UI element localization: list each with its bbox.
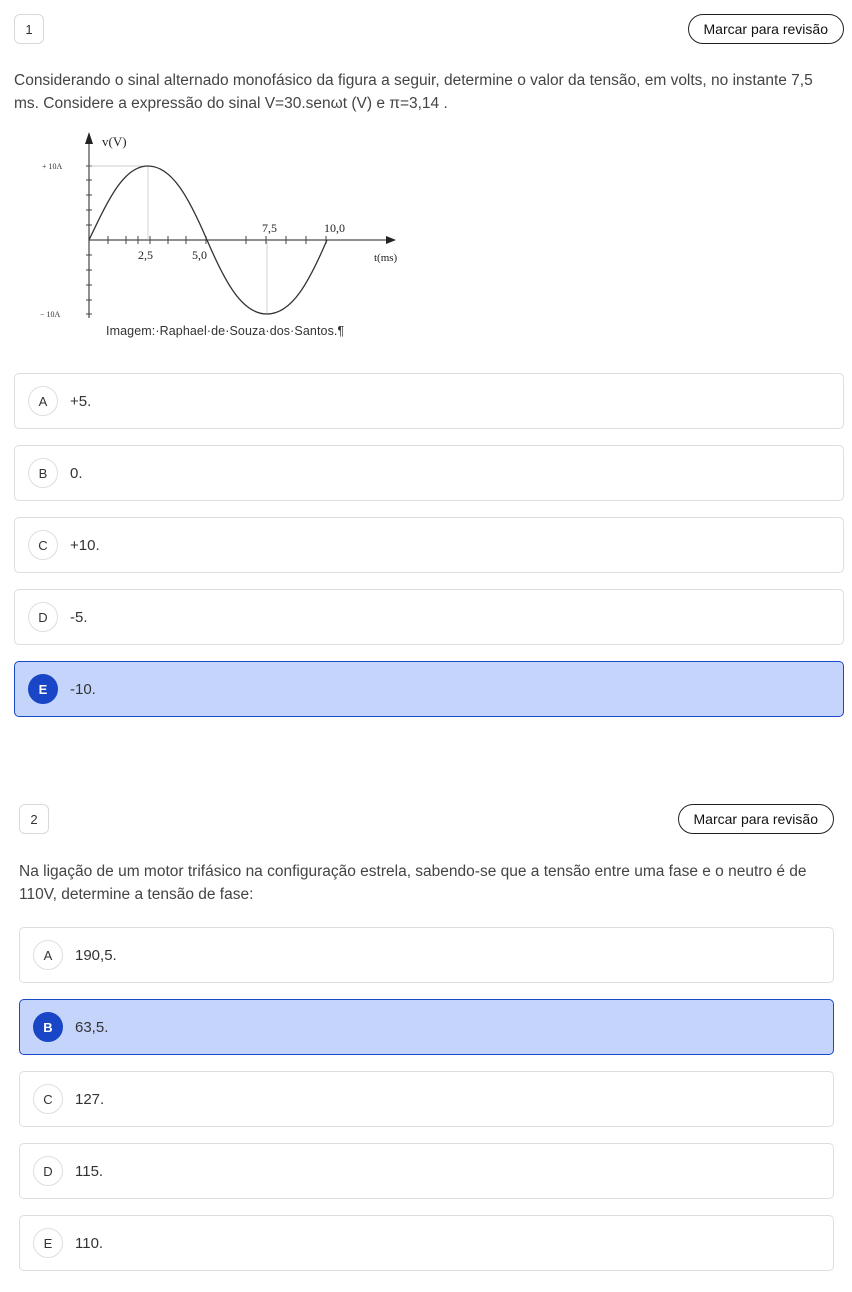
- option-letter: B: [33, 1012, 63, 1042]
- option-text: 63,5.: [75, 1018, 109, 1036]
- option-letter: D: [28, 602, 58, 632]
- question-statement: Considerando o sinal alternado monofásico da figura a seguir, determine o valor da tensão, em volts, no instante 7,5 ms. Considere a expressão do sinal V=30.senωt (V) e π=3,14 .: [14, 72, 813, 112]
- tick-label-7-5: 7,5: [262, 221, 277, 235]
- sine-wave-graph: [34, 118, 414, 328]
- tick-label-2-5: 2,5: [138, 248, 153, 262]
- option-d[interactable]: [19, 1143, 834, 1199]
- option-letter: A: [28, 386, 58, 416]
- option-e[interactable]: [19, 1215, 834, 1271]
- option-letter: B: [28, 458, 58, 488]
- option-text: -5.: [70, 608, 88, 626]
- option-text: 110.: [75, 1234, 104, 1252]
- tick-label-10-0: 10,0: [324, 221, 345, 235]
- option-a[interactable]: [14, 373, 844, 429]
- option-a[interactable]: [19, 927, 834, 983]
- option-text: +5.: [70, 392, 92, 410]
- option-c[interactable]: [14, 517, 844, 573]
- option-b[interactable]: [19, 999, 834, 1055]
- y-top-label: + 10A: [42, 162, 63, 171]
- option-c[interactable]: [19, 1071, 834, 1127]
- option-letter: D: [33, 1156, 63, 1186]
- option-text: +10.: [70, 536, 100, 554]
- option-text: 190,5.: [75, 946, 117, 964]
- mark-for-review-button[interactable]: Marcar para revisão: [678, 804, 835, 834]
- mark-for-review-button[interactable]: Marcar para revisão: [688, 14, 845, 44]
- sine-wave-figure: [34, 118, 414, 350]
- option-letter: C: [33, 1084, 63, 1114]
- option-letter: A: [33, 940, 63, 970]
- option-d[interactable]: [14, 589, 844, 645]
- option-e[interactable]: [14, 661, 844, 717]
- tick-label-5-0: 5,0: [192, 248, 207, 262]
- answer-options: [19, 927, 834, 1287]
- question-number: 2: [19, 804, 49, 834]
- option-text: 0.: [70, 464, 83, 482]
- option-text: -10.: [70, 680, 96, 698]
- option-b[interactable]: [14, 445, 844, 501]
- option-letter: E: [33, 1228, 63, 1258]
- y-axis-label: v(V): [102, 134, 127, 149]
- answer-options: [14, 373, 844, 733]
- option-text: 115.: [75, 1162, 104, 1180]
- question-number: 1: [14, 14, 44, 44]
- option-letter: E: [28, 674, 58, 704]
- question-statement: Na ligação de um motor trifásico na configuração estrela, sabendo-se que a tensão entre uma fase e o neutro é de 110V, determine a tensão de fase:: [19, 863, 807, 903]
- figure-caption: Imagem:·Raphael·de·Souza·dos·Santos.¶: [106, 324, 345, 338]
- option-text: 127.: [75, 1090, 105, 1108]
- option-letter: C: [28, 530, 58, 560]
- x-axis-label: t(ms): [374, 252, 398, 264]
- y-bottom-label: − 10A: [40, 310, 61, 319]
